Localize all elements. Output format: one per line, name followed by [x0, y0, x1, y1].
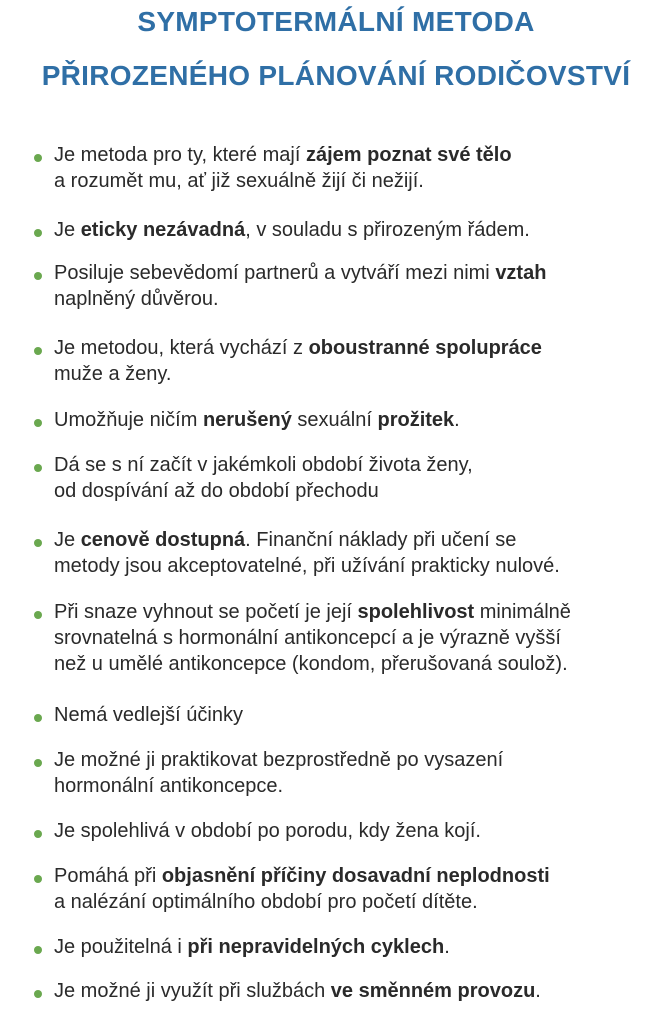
item-text: muže a ženy. — [54, 363, 172, 385]
bullet-icon — [34, 830, 42, 838]
item-text: , v souladu s přirozeným řádem. — [245, 219, 530, 241]
bullet-icon — [34, 464, 42, 472]
item-emphasis: prožitek — [377, 409, 455, 431]
bullet-icon — [34, 946, 42, 954]
item-emphasis: oboustranné spolupráce — [308, 337, 542, 359]
item-text: Je spolehlivá v období po porodu, kdy žena kojí. — [54, 820, 481, 842]
item-text: hormonální antikoncepce. — [54, 775, 284, 797]
bullet-icon — [34, 539, 42, 547]
item-emphasis: nerušený — [202, 409, 292, 431]
item-text: Je — [54, 529, 81, 551]
item-text: než u umělé antikoncepce (kondom, přerušovaná soulož). — [54, 653, 568, 675]
bullet-icon — [34, 875, 42, 883]
item-emphasis: cenově dostupná — [80, 529, 246, 551]
item-emphasis: vztah — [495, 262, 547, 284]
item-text: Je možné ji využít při službách — [54, 980, 331, 1002]
item-emphasis: spolehlivost — [357, 601, 475, 623]
item-text: metody jsou akceptovatelné, při užívání prakticky nulové. — [54, 555, 560, 577]
bullet-icon — [34, 759, 42, 767]
item-text: . — [535, 980, 541, 1002]
item-text: . — [454, 409, 460, 431]
item-text: Umožňuje ničím — [54, 409, 203, 431]
bullet-icon — [34, 272, 42, 280]
item-text: . Finanční náklady při učení se — [245, 529, 517, 551]
item-text: Je možné ji praktikovat bezprostředně po vysazení — [54, 749, 504, 771]
item-text: Je — [54, 219, 81, 241]
bullet-icon — [34, 714, 42, 722]
item-emphasis: zájem poznat své tělo — [305, 144, 512, 166]
item-text: naplněný důvěrou. — [54, 288, 219, 310]
bullet-icon — [34, 990, 42, 998]
item-text: Pomáhá při — [54, 865, 162, 887]
item-emphasis: ve směnném provozu — [330, 980, 536, 1002]
item-text: Je použitelná i — [54, 936, 188, 958]
bullet-icon — [34, 419, 42, 427]
title-line-2: PŘIROZENÉHO PLÁNOVÁNÍ RODIČOVSTVÍ — [41, 60, 631, 91]
bullet-icon — [34, 347, 42, 355]
item-text: od dospívání až do období přechodu — [54, 480, 379, 502]
item-text: sexuální — [291, 409, 378, 431]
item-emphasis: eticky nezávadná — [80, 219, 246, 241]
item-emphasis: při nepravidelných cyklech — [187, 936, 445, 958]
item-text: minimálně — [474, 601, 571, 623]
item-text: . — [444, 936, 450, 958]
title-line-1: SYMPTOTERMÁLNÍ METODA — [137, 6, 535, 37]
item-text: Dá se s ní začít v jakémkoli období života ženy, — [54, 454, 473, 476]
item-text: Je metoda pro ty, které mají — [54, 144, 306, 166]
item-text: srovnatelná s hormonální antikoncepcí a je výrazně vyšší — [54, 627, 561, 649]
item-text: a rozumět mu, ať již sexuálně žijí či nežijí. — [54, 170, 424, 192]
bullet-icon — [34, 154, 42, 162]
item-text: Je metodou, která vychází z — [54, 337, 309, 359]
item-emphasis: objasnění příčiny dosavadní neplodnosti — [161, 865, 550, 887]
item-text: Posiluje sebevědomí partnerů a vytváří mezi nimi — [54, 262, 496, 284]
item-text: Nemá vedlejší účinky — [54, 704, 243, 726]
item-text: Při snaze vyhnout se početí je její — [54, 601, 358, 623]
bullet-icon — [34, 611, 42, 619]
item-text: a nalézání optimálního období pro početí dítěte. — [54, 891, 478, 913]
bullet-icon — [34, 229, 42, 237]
